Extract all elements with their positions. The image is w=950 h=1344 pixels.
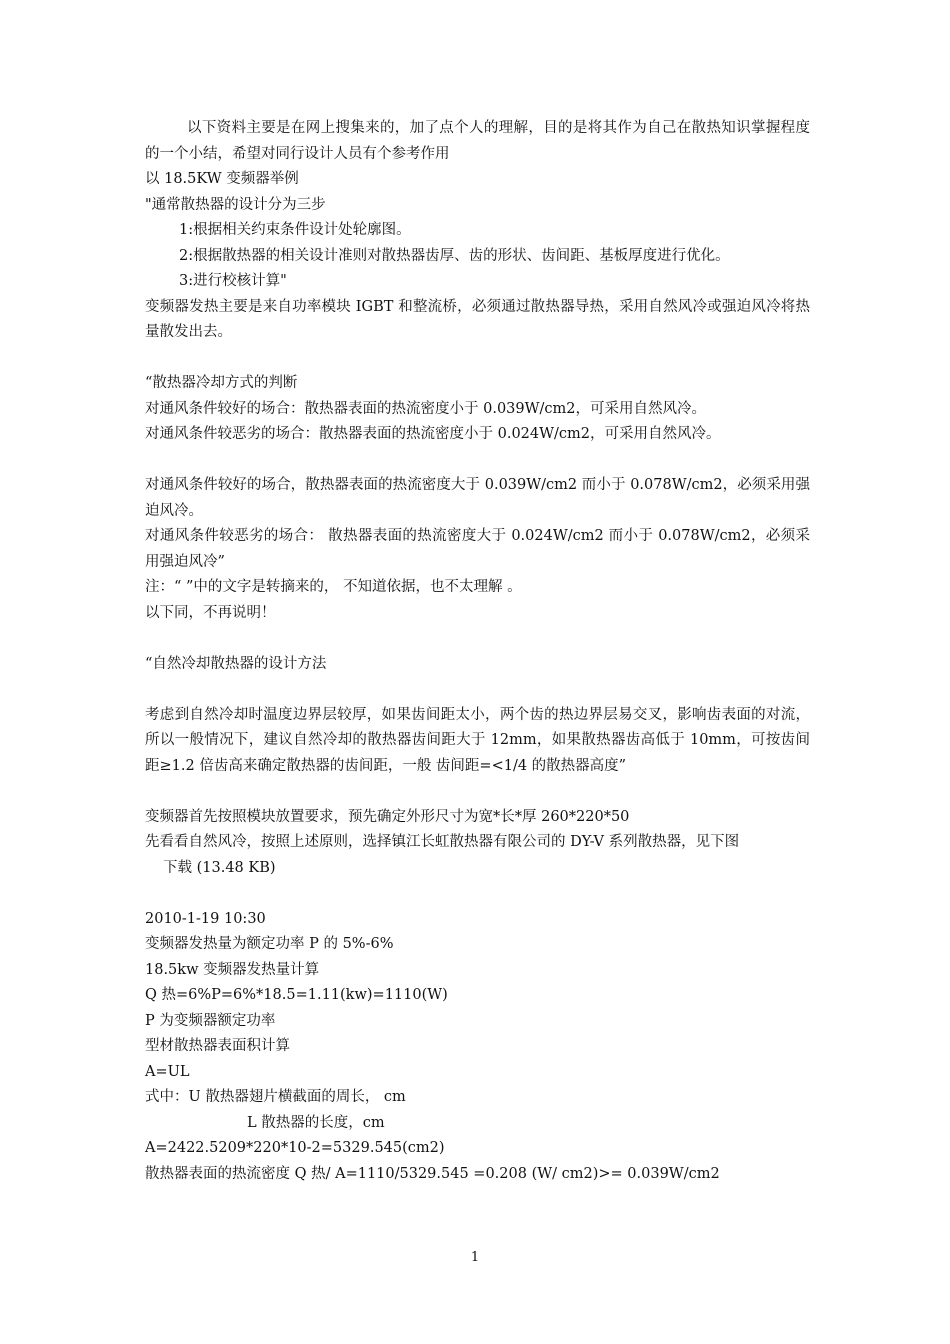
heat-source-paragraph: 变频器发热主要是来自功率模块 IGBT 和整流桥，必须通过散热器导热，采用自然风冷或强迫风冷将热量散发出去。	[145, 298, 810, 340]
same-below-note: 以下同，不再说明！	[145, 604, 276, 621]
document-body	[145, 116, 810, 1187]
power-definition: P 为变频器额定功率	[145, 1012, 276, 1029]
heat-flux-result: 散热器表面的热流密度 Q 热/ A=1110/5329.545 =0.208 (W/ cm2)>= 0.039W/cm2	[145, 1165, 720, 1182]
natural-cooling-poor: 对通风条件较恶劣的场合：散热器表面的热流密度小于 0.024W/cm2，可采用自然风冷。	[145, 426, 721, 442]
step-1: 1:根据相关约束条件设计处轮廓图。	[179, 222, 411, 238]
forced-cooling-good: 对通风条件较好的场合，散热器表面的热流密度大于 0.039W/cm2 而小于 0.078W/cm2，必须采用强迫风冷。	[145, 477, 810, 519]
blank-line	[145, 626, 810, 652]
blank-line	[145, 677, 810, 703]
cooling-method-heading: “散热器冷却方式的判断	[145, 375, 298, 391]
post-timestamp: 2010-1-19 10:30	[145, 910, 266, 927]
natural-design-heading: “自然冷却散热器的设计方法	[145, 655, 327, 672]
step-2: 2:根据散热器的相关设计准则对散热器齿厚、齿的形状、齿间距、基板厚度进行优化。	[179, 247, 730, 264]
dimension-paragraph: 变频器首先按照模块放置要求，预先确定外形尺寸为宽*长*厚 260*220*50	[145, 808, 630, 825]
download-link[interactable]: 下载 (13.48 KB)	[163, 859, 276, 876]
u-definition: 式中：U 散热器翅片横截面的周长， cm	[145, 1089, 406, 1105]
natural-cooling-good: 对通风条件较好的场合：散热器表面的热流密度小于 0.039W/cm2，可采用自然风冷。	[145, 400, 707, 417]
forced-cooling-poor: 对通风条件较恶劣的场合： 散热器表面的热流密度大于 0.024W/cm2 而小于 0.078W/cm2，必须采用强迫风冷”	[145, 528, 810, 570]
quote-note: 注：“ ”中的文字是转摘来的， 不知道依据，也不太理解 。	[145, 579, 522, 595]
fin-spacing-paragraph: 考虑到自然冷却时温度边界层较厚，如果齿间距太小，两个齿的热边界层易交叉，影响齿表面的对流，所以一般情况下，建议自然冷却的散热器齿间距大于 12mm，如果散热器齿高低于 10mm，可按齿间距≥1.2 倍齿高来确定散热器的齿间距，一般 齿间距=<1/4 的散热器高度”	[145, 706, 810, 774]
area-formula: A=UL	[145, 1063, 190, 1080]
heat-ratio-line: 变频器发热量为额定功率 P 的 5%-6%	[145, 936, 394, 952]
steps-heading: "通常散热器的设计分为三步	[145, 196, 326, 213]
blank-line	[145, 881, 810, 907]
l-definition: L 散热器的长度，cm	[247, 1114, 385, 1131]
heat-calc-heading: 18.5kw 变频器发热量计算	[145, 961, 320, 978]
step-3: 3:进行校核计算"	[179, 273, 287, 289]
blank-line	[145, 448, 810, 474]
area-result: A=2422.5209*220*10-2=5329.545(cm2)	[145, 1140, 445, 1156]
blank-line	[145, 779, 810, 805]
heatsink-selection-paragraph: 先看看自然风冷，按照上述原则，选择镇江长虹散热器有限公司的 DY-V 系列散热器，见下图	[145, 834, 740, 850]
intro-paragraph: 以下资料主要是在网上搜集来的，加了点个人的理解，目的是将其作为自己在散热知识掌握程度的一个小结，希望对同行设计人员有个参考作用	[145, 120, 810, 162]
page-number: 1	[470, 1250, 480, 1265]
blank-line	[145, 346, 810, 372]
example-heading: 以 18.5KW 变频器举例	[145, 171, 299, 187]
heat-formula: Q 热=6%P=6%*18.5=1.11(kw)=1110(W)	[145, 987, 448, 1003]
area-calc-heading: 型材散热器表面积计算	[145, 1038, 290, 1054]
